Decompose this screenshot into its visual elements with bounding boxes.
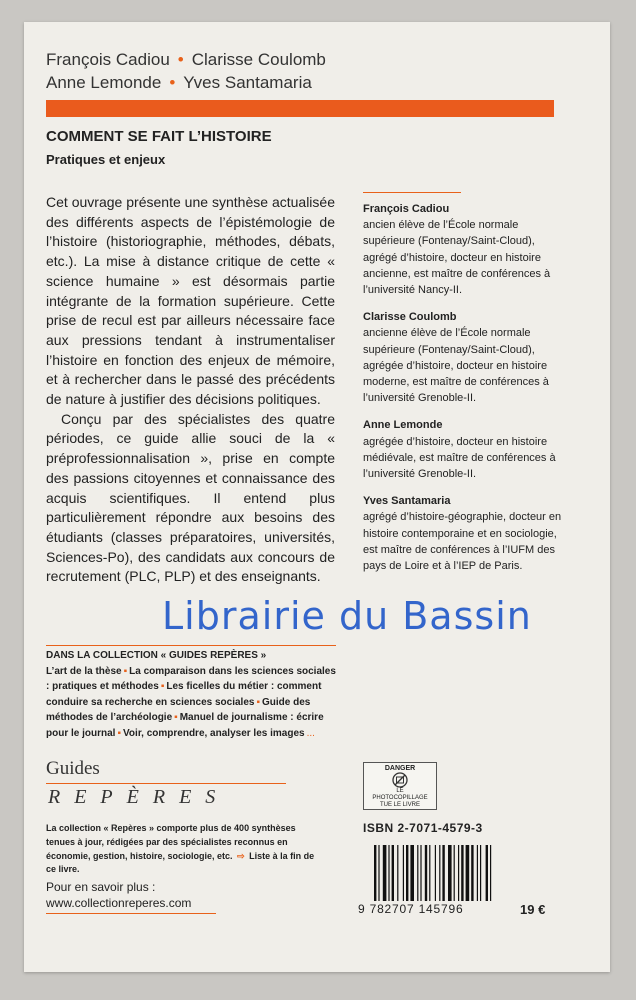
- more-info-label: Pour en savoir plus :: [46, 880, 156, 894]
- square-bullet-icon: ▪: [256, 696, 260, 708]
- warning-line: PHOTOCOPILLAGE: [372, 795, 428, 801]
- barcode-bar: [442, 845, 444, 901]
- authors-line-1: [46, 48, 326, 71]
- more-info: [46, 879, 191, 911]
- square-bullet-icon: ▪: [123, 665, 128, 677]
- collection-blurb: [46, 822, 318, 877]
- barcode-bar: [471, 845, 473, 901]
- bullet-separator: •: [169, 73, 176, 92]
- barcode-bar: [388, 845, 389, 901]
- bio-name: Yves Santamaria: [363, 495, 451, 508]
- barcode-bar: [374, 845, 376, 901]
- collection-item: Voir, comprendre, analyser les images: [123, 727, 305, 739]
- barcode-bar: [458, 845, 459, 901]
- barcode-bar: [392, 845, 394, 901]
- collection-items: [46, 664, 336, 742]
- barcode-bar: [461, 845, 463, 901]
- summary-paragraph: Conçu par des spécialistes des quatre périodes, ce guide allie souci de la « préprofessionnalisation », prise en compte des passions citoyennes et connaissance des acquis scientifiques. Il entend plus particulièrement répondre aux besoins des étudiants (classes préparatoires, universités, Sciences-Po), des candidats aux concours de recrutement (PLC, PLP) et des enseignants.: [46, 410, 335, 585]
- author-name: Clarisse Coulomb: [191, 50, 326, 69]
- bio-name: François Cadiou: [363, 203, 450, 215]
- bio-name: Clarisse Coulomb: [363, 311, 457, 324]
- barcode-bar: [490, 845, 491, 901]
- barcode-bar: [439, 845, 440, 901]
- authors-block: [46, 48, 326, 94]
- collection-list: [46, 645, 336, 741]
- book-subtitle: Pratiques et enjeux: [46, 152, 166, 167]
- price: 19 €: [520, 902, 546, 917]
- authors-line-2: [46, 71, 326, 94]
- barcode-bar: [378, 845, 379, 901]
- bio-divider: [363, 192, 461, 193]
- summary-paragraph: Cet ouvrage présente une synthèse actualisée des différents aspects de l’épistémologie de l’histoire (historiographie, méthodes, débats, etc.). La mise à distance critique de cette « science humaine » est désormais partie intégrante de la formation supérieure. Cette prise de recul est par ailleurs nécessaire face aux pressions tendant à instrumentaliser l’histoire en fonction des enjeux de mémoire, et à rechercher dans le passé des précédents de nature à justifier des décisions politiques.: [46, 194, 335, 408]
- blurb-text: La collection « Repères » comporte plus de 400 synthèses tenues à jour, rédigées par des spécialistes reconnus en économie, gestion, histoire, sociologie, etc.: [46, 823, 296, 861]
- bio-name: Anne Lemonde: [363, 419, 443, 432]
- collection-item: La comparaison dans les sciences sociales : pratiques et méthodes: [46, 665, 336, 692]
- author-name: François Cadiou: [46, 50, 170, 69]
- barcode-bar: [448, 845, 452, 901]
- warning-line: TUE LE LIVRE: [379, 802, 420, 808]
- barcode-bar: [480, 845, 481, 901]
- collection-heading: DANS LA COLLECTION « GUIDES REPÈRES »: [46, 650, 267, 661]
- barcode-bar: [466, 845, 470, 901]
- square-bullet-icon: ▪: [174, 712, 178, 723]
- arrow-right-icon: ⇨: [237, 850, 245, 861]
- bookseller-watermark: Librairie du Bassin: [162, 594, 532, 638]
- photocopy-warning-logo: [363, 762, 437, 810]
- summary-text: [46, 193, 335, 587]
- warning-line: LE: [396, 788, 404, 794]
- author-bios: [363, 201, 568, 585]
- barcode-bar: [420, 845, 421, 901]
- bio-text: ancien élève de l’École normale supérieure (Fontenay/Saint-Cloud), agrégé d’histoire, docteur en histoire ancienne, est maître de conférences à l’université Nancy-II.: [363, 219, 551, 297]
- warning-title: DANGER: [384, 765, 416, 772]
- author-name: Anne Lemonde: [46, 73, 162, 92]
- isbn-number: ISBN 2-7071-4579-3: [363, 821, 483, 835]
- book-title: COMMENT SE FAIT L’HISTOIRE: [46, 128, 272, 145]
- square-bullet-icon: ▪: [160, 681, 165, 692]
- barcode-bar: [417, 845, 418, 901]
- author-bio: [363, 493, 568, 574]
- barcode-bar: [403, 845, 404, 901]
- bio-text: agrégé d’histoire-géographie, docteur en histoire contemporaine et en sociologie, est maître de conférences à l’IUFM des pays de Loire et à l’IEP de Paris.: [363, 511, 562, 573]
- barcode-bar: [397, 845, 398, 901]
- author-bio: [363, 417, 568, 482]
- collection-item: Les ficelles du métier : comment conduire sa recherche en sciences sociales: [46, 681, 322, 708]
- barcode: [372, 845, 502, 901]
- collection-item: Manuel de journalisme : écrire pour le journal: [46, 712, 324, 739]
- barcode-bar: [435, 845, 436, 901]
- orange-band: [46, 100, 554, 117]
- barcode-bar: [429, 845, 430, 901]
- barcode-bar: [486, 845, 488, 901]
- barcode-bar: [477, 845, 478, 901]
- barcode-bar: [410, 845, 414, 901]
- barcode-digits: 9 782707 145796: [358, 902, 464, 916]
- author-bio: [363, 309, 568, 406]
- series-divider: [46, 783, 286, 784]
- bullet-separator: •: [177, 50, 184, 69]
- barcode-bar: [454, 845, 455, 901]
- bio-text: ancienne élève de l’École normale supérieure (Fontenay/Saint-Cloud), agrégée d’histoire, docteur en histoire moderne, est maître de conférences à l’université Grenoble-II.: [363, 327, 549, 405]
- author-name: Yves Santamaria: [183, 73, 312, 92]
- no-photocopy-icon: [392, 772, 408, 788]
- blurb-link: Liste à la fin de ce livre.: [46, 850, 315, 875]
- barcode-bar: [383, 845, 387, 901]
- collection-item: Guide des méthodes de l’archéologie: [46, 696, 311, 723]
- barcode-bar: [425, 845, 427, 901]
- author-bio: [363, 201, 568, 298]
- collection-item: L’art de la thèse: [46, 665, 122, 677]
- website-url: www.collectionreperes.com: [46, 896, 192, 910]
- bio-text: agrégée d’histoire, docteur en histoire médiévale, est maître de conférences à l’université Grenoble-II.: [363, 435, 556, 481]
- square-bullet-icon: ▪: [117, 727, 121, 739]
- series-reperes-label: REPÈRES: [48, 786, 230, 808]
- ellipsis: ...: [306, 727, 315, 739]
- more-info-divider: [46, 913, 216, 914]
- series-guides-label: Guides: [46, 758, 100, 779]
- barcode-bar: [406, 845, 408, 901]
